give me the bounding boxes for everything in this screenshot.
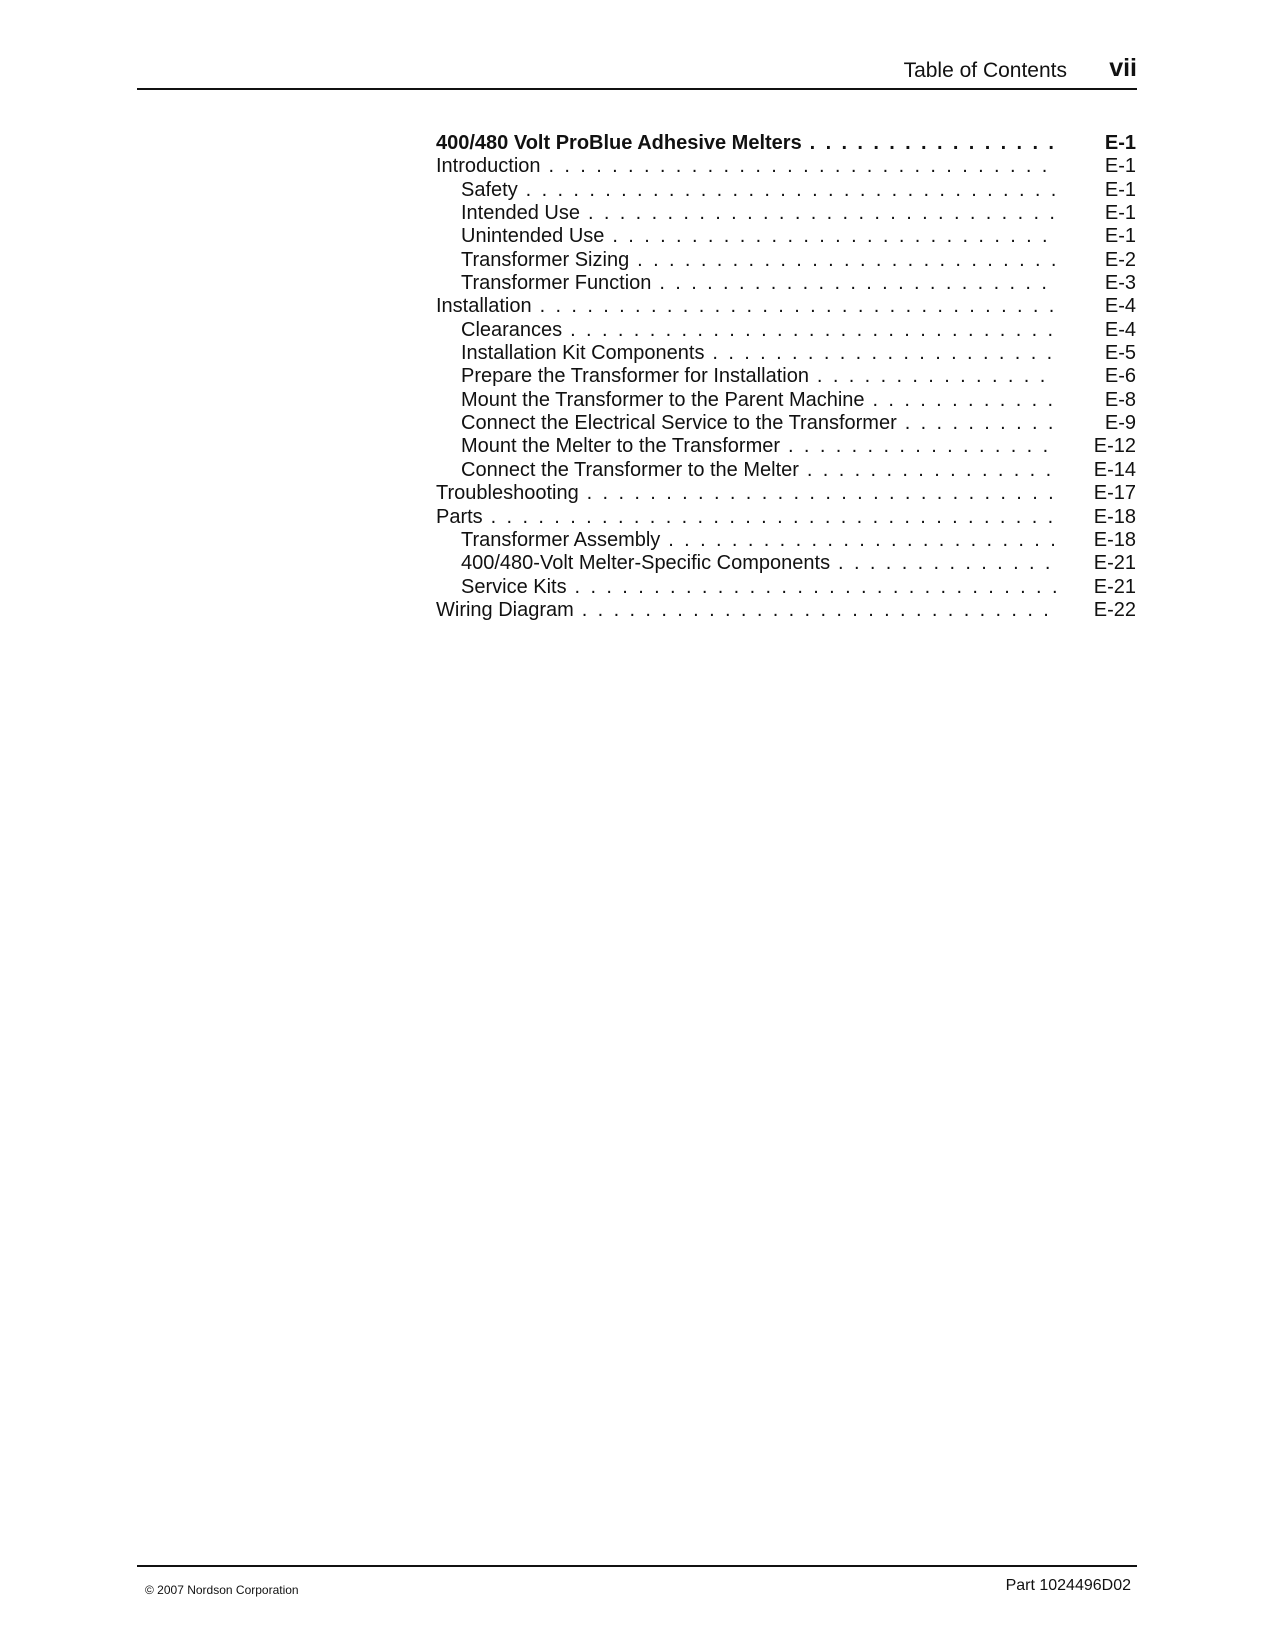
toc-entry-page: E-18 [1093, 505, 1136, 528]
toc-entry[interactable] [436, 179, 1136, 202]
toc-entry-page: E-14 [1093, 458, 1136, 481]
toc-entry[interactable] [436, 529, 1136, 552]
toc-entry[interactable] [436, 295, 1136, 318]
toc-entry-title: Transformer Sizing . . . [461, 249, 1056, 272]
toc-entry-page: E-6 [1104, 365, 1136, 388]
toc-entry-title: Parts . . . [436, 506, 1056, 529]
toc-entry[interactable] [436, 435, 1136, 458]
toc-entry-page: E-5 [1104, 342, 1136, 365]
toc-entry-page: E-3 [1104, 272, 1136, 295]
toc-entry-title: Troubleshooting . . . [436, 482, 1056, 505]
toc-entry[interactable] [436, 459, 1136, 482]
toc-entry-page: E-1 [1104, 155, 1136, 178]
toc-entry-title: Mount the Melter to the Transformer . . . [461, 435, 1056, 458]
toc-entry-title: Connect the Transformer to the Melter . . . [461, 459, 1056, 482]
toc-entry-page: E-12 [1093, 435, 1136, 458]
toc-entry[interactable] [436, 365, 1136, 388]
toc-entry-page: E-4 [1104, 295, 1136, 318]
header-page-number: vii [1109, 54, 1137, 82]
toc-entry-title: 400/480 Volt ProBlue Adhesive Melters . . . [436, 132, 1056, 155]
toc-entry-page: E-17 [1093, 482, 1136, 505]
toc-entry-page: E-2 [1104, 248, 1136, 271]
toc-entry[interactable] [436, 319, 1136, 342]
toc-entry-page: E-1 [1104, 202, 1136, 225]
toc-entry[interactable] [436, 482, 1136, 505]
toc-entry-page: E-21 [1093, 575, 1136, 598]
table-of-contents [436, 132, 1136, 622]
toc-entry[interactable] [436, 412, 1136, 435]
toc-entry-page: E-4 [1104, 318, 1136, 341]
toc-entry[interactable] [436, 389, 1136, 412]
toc-entry-title: Clearances . . . [461, 319, 1056, 342]
page-footer [137, 1565, 1137, 1597]
toc-entry[interactable] [436, 576, 1136, 599]
toc-entry-title: 400/480-Volt Melter-Specific Components . . . [461, 552, 1056, 575]
toc-entry[interactable] [436, 202, 1136, 225]
toc-entry-title: Prepare the Transformer for Installation . . . [461, 365, 1056, 388]
toc-entry-title: Safety . . . [461, 179, 1056, 202]
toc-entry-page: E-1 [1104, 178, 1136, 201]
toc-entry[interactable] [436, 132, 1136, 155]
toc-entry-page: E-22 [1093, 598, 1136, 621]
toc-entry-title: Connect the Electrical Service to the Transformer . . . [461, 412, 1056, 435]
toc-entry[interactable] [436, 272, 1136, 295]
toc-entry-title: Mount the Transformer to the Parent Machine . . . [461, 389, 1056, 412]
toc-entry-page: E-8 [1104, 388, 1136, 411]
toc-entry-title: Installation Kit Components . . . [461, 342, 1056, 365]
toc-entry[interactable] [436, 249, 1136, 272]
toc-entry-title: Unintended Use . . . [461, 225, 1056, 248]
toc-entry-title: Service Kits . . . [461, 576, 1056, 599]
toc-entry[interactable] [436, 506, 1136, 529]
toc-entry[interactable] [436, 342, 1136, 365]
toc-entry-page: E-1 [1104, 225, 1136, 248]
toc-entry-title: Transformer Assembly . . . [461, 529, 1056, 552]
toc-entry-page: E-9 [1104, 412, 1136, 435]
toc-entry-page: E-1 [1104, 132, 1136, 154]
toc-entry[interactable] [436, 225, 1136, 248]
toc-entry[interactable] [436, 552, 1136, 575]
toc-entry-title: Transformer Function . . . [461, 272, 1056, 295]
toc-entry-title: Wiring Diagram . . . [436, 599, 1056, 622]
toc-entry[interactable] [436, 599, 1136, 622]
header-title: Table of Contents [903, 59, 1067, 82]
toc-entry-title: Introduction . . . [436, 155, 1056, 178]
footer-copyright: © 2007 Nordson Corporation [145, 1583, 299, 1597]
page-header [137, 52, 1137, 90]
toc-entry[interactable] [436, 155, 1136, 178]
toc-entry-page: E-21 [1093, 552, 1136, 575]
footer-part-number: Part 1024496D02 [1005, 1577, 1131, 1594]
toc-entry-title: Intended Use . . . [461, 202, 1056, 225]
toc-entry-title: Installation . . . [436, 295, 1056, 318]
toc-entry-page: E-18 [1093, 528, 1136, 551]
